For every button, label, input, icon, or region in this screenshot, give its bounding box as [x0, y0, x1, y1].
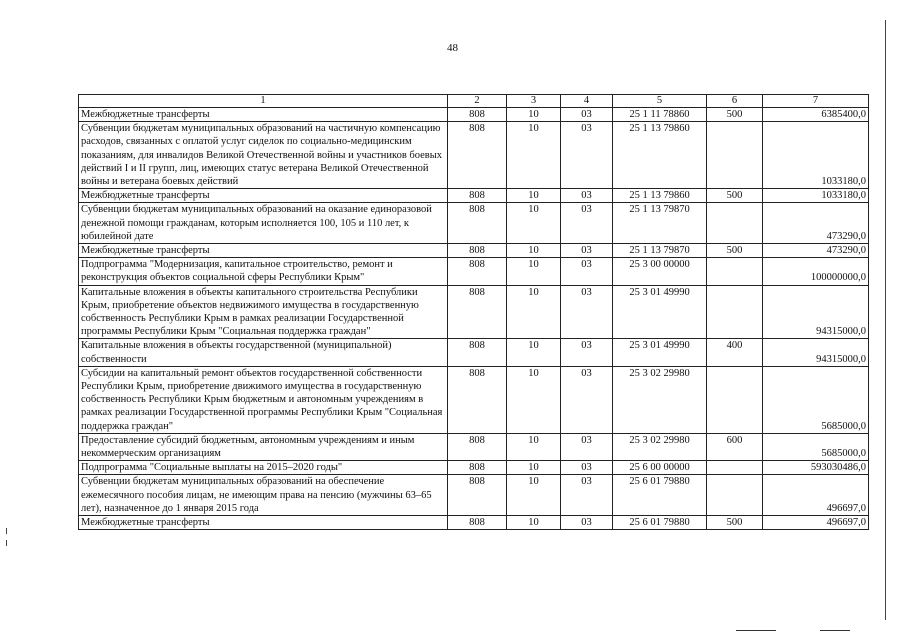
subsection-code: 03 — [561, 285, 613, 339]
expense-type-code: 500 — [707, 108, 763, 122]
expense-type-code: 500 — [707, 244, 763, 258]
gr-code: 808 — [448, 122, 507, 189]
gr-code: 808 — [448, 339, 507, 366]
table-row — [79, 122, 869, 189]
section-code: 10 — [507, 366, 561, 433]
section-code: 10 — [507, 285, 561, 339]
target-article-code: 25 1 13 79860 — [613, 122, 707, 189]
table-row — [79, 189, 869, 203]
amount: 100000000,0 — [763, 258, 869, 285]
column-header: 4 — [561, 95, 613, 108]
target-article-code: 25 6 01 79880 — [613, 516, 707, 530]
subsection-code: 03 — [561, 461, 613, 475]
amount: 1033180,0 — [763, 189, 869, 203]
column-header: 3 — [507, 95, 561, 108]
table-row — [79, 366, 869, 433]
table-header-row — [79, 95, 869, 108]
row-description: Субсидии на капитальный ремонт объектов государственной собственности Республики Крым, приобретение движимого имущества в государственную собственность Республики Крым бюджетным и автономным учреждениям в рамках реализации Государственной программы Республики Крым "Социальная поддержка граждан" — [79, 366, 448, 433]
table-row — [79, 244, 869, 258]
section-code: 10 — [507, 516, 561, 530]
target-article-code: 25 6 01 79880 — [613, 475, 707, 516]
section-code: 10 — [507, 461, 561, 475]
table-row — [79, 285, 869, 339]
column-header: 7 — [763, 95, 869, 108]
scan-mark — [6, 540, 7, 546]
expense-type-code — [707, 475, 763, 516]
section-code: 10 — [507, 475, 561, 516]
subsection-code: 03 — [561, 433, 613, 460]
row-description: Субвенции бюджетам муниципальных образований на оказание единоразовой денежной помощи гражданам, которым исполняется 100, 105 и 110 лет, к юбилейной дате — [79, 203, 448, 244]
scan-mark — [736, 630, 776, 631]
target-article-code: 25 3 01 49990 — [613, 339, 707, 366]
row-description: Капитальные вложения в объекты государственной (муниципальной) собственности — [79, 339, 448, 366]
target-article-code: 25 3 02 29980 — [613, 366, 707, 433]
amount: 94315000,0 — [763, 285, 869, 339]
row-description: Межбюджетные трансферты — [79, 189, 448, 203]
subsection-code: 03 — [561, 108, 613, 122]
table-row — [79, 108, 869, 122]
gr-code: 808 — [448, 203, 507, 244]
budget-table — [78, 94, 869, 530]
expense-type-code — [707, 461, 763, 475]
section-code: 10 — [507, 189, 561, 203]
target-article-code: 25 1 13 79870 — [613, 203, 707, 244]
column-header: 5 — [613, 95, 707, 108]
expense-type-code: 500 — [707, 189, 763, 203]
section-code: 10 — [507, 203, 561, 244]
target-article-code: 25 3 02 29980 — [613, 433, 707, 460]
expense-type-code — [707, 285, 763, 339]
column-header: 2 — [448, 95, 507, 108]
gr-code: 808 — [448, 285, 507, 339]
expense-type-code — [707, 366, 763, 433]
expense-type-code: 500 — [707, 516, 763, 530]
row-description: Субвенции бюджетам муниципальных образований на обеспечение ежемесячного пособия лицам, не имеющим права на пенсию (мужчины 63–65 лет), назначенное до 1 января 2015 года — [79, 475, 448, 516]
subsection-code: 03 — [561, 475, 613, 516]
page-number: 48 — [447, 42, 458, 54]
subsection-code: 03 — [561, 244, 613, 258]
table-row — [79, 516, 869, 530]
target-article-code: 25 3 01 49990 — [613, 285, 707, 339]
row-description: Межбюджетные трансферты — [79, 108, 448, 122]
subsection-code: 03 — [561, 203, 613, 244]
scan-mark — [820, 630, 850, 631]
table-row — [79, 339, 869, 366]
gr-code: 808 — [448, 366, 507, 433]
gr-code: 808 — [448, 475, 507, 516]
gr-code: 808 — [448, 244, 507, 258]
expense-type-code — [707, 258, 763, 285]
row-description: Предоставление субсидий бюджетным, автономным учреждениям и иным некоммерческим организациям — [79, 433, 448, 460]
row-description: Капитальные вложения в объекты капитального строительства Республики Крым, приобретение объектов недвижимого имущества в государственную собственность Республики Крым в рамках реализации Государственной программы Республики Крым "Социальная поддержка граждан" — [79, 285, 448, 339]
amount: 473290,0 — [763, 203, 869, 244]
section-code: 10 — [507, 339, 561, 366]
row-description: Межбюджетные трансферты — [79, 244, 448, 258]
table-row — [79, 433, 869, 460]
section-code: 10 — [507, 244, 561, 258]
subsection-code: 03 — [561, 258, 613, 285]
amount: 1033180,0 — [763, 122, 869, 189]
row-description: Подпрограмма "Модернизация, капитальное строительство, ремонт и реконструкция объектов социальной сферы Республики Крым" — [79, 258, 448, 285]
section-code: 10 — [507, 258, 561, 285]
gr-code: 808 — [448, 433, 507, 460]
section-code: 10 — [507, 122, 561, 189]
amount: 496697,0 — [763, 516, 869, 530]
row-description: Межбюджетные трансферты — [79, 516, 448, 530]
target-article-code: 25 6 00 00000 — [613, 461, 707, 475]
expense-type-code: 400 — [707, 339, 763, 366]
target-article-code: 25 1 13 79860 — [613, 189, 707, 203]
table-row — [79, 203, 869, 244]
section-code: 10 — [507, 108, 561, 122]
target-article-code: 25 3 00 00000 — [613, 258, 707, 285]
amount: 473290,0 — [763, 244, 869, 258]
scan-mark — [6, 528, 7, 534]
subsection-code: 03 — [561, 339, 613, 366]
target-article-code: 25 1 13 79870 — [613, 244, 707, 258]
amount: 593030486,0 — [763, 461, 869, 475]
target-article-code: 25 1 11 78860 — [613, 108, 707, 122]
amount: 6385400,0 — [763, 108, 869, 122]
section-code: 10 — [507, 433, 561, 460]
row-description: Субвенции бюджетам муниципальных образований на частичную компенсацию расходов, связанных с оплатой услуг сиделок по социально-медицинским показаниям, для инвалидов Великой Отечественной войны и участников боевых действий I и II групп, лиц, имеющих статус ветерана Великой Отечественной войны и ветерана боевых действий — [79, 122, 448, 189]
subsection-code: 03 — [561, 122, 613, 189]
amount: 496697,0 — [763, 475, 869, 516]
column-header: 1 — [79, 95, 448, 108]
amount: 5685000,0 — [763, 433, 869, 460]
column-header: 6 — [707, 95, 763, 108]
subsection-code: 03 — [561, 189, 613, 203]
table-row — [79, 475, 869, 516]
expense-type-code — [707, 203, 763, 244]
subsection-code: 03 — [561, 366, 613, 433]
row-description: Подпрограмма "Социальные выплаты на 2015–2020 годы" — [79, 461, 448, 475]
table-row — [79, 258, 869, 285]
gr-code: 808 — [448, 461, 507, 475]
expense-type-code: 600 — [707, 433, 763, 460]
gr-code: 808 — [448, 258, 507, 285]
amount: 5685000,0 — [763, 366, 869, 433]
page-edge-line — [885, 20, 886, 620]
gr-code: 808 — [448, 189, 507, 203]
subsection-code: 03 — [561, 516, 613, 530]
expense-type-code — [707, 122, 763, 189]
gr-code: 808 — [448, 108, 507, 122]
amount: 94315000,0 — [763, 339, 869, 366]
gr-code: 808 — [448, 516, 507, 530]
table-row — [79, 461, 869, 475]
